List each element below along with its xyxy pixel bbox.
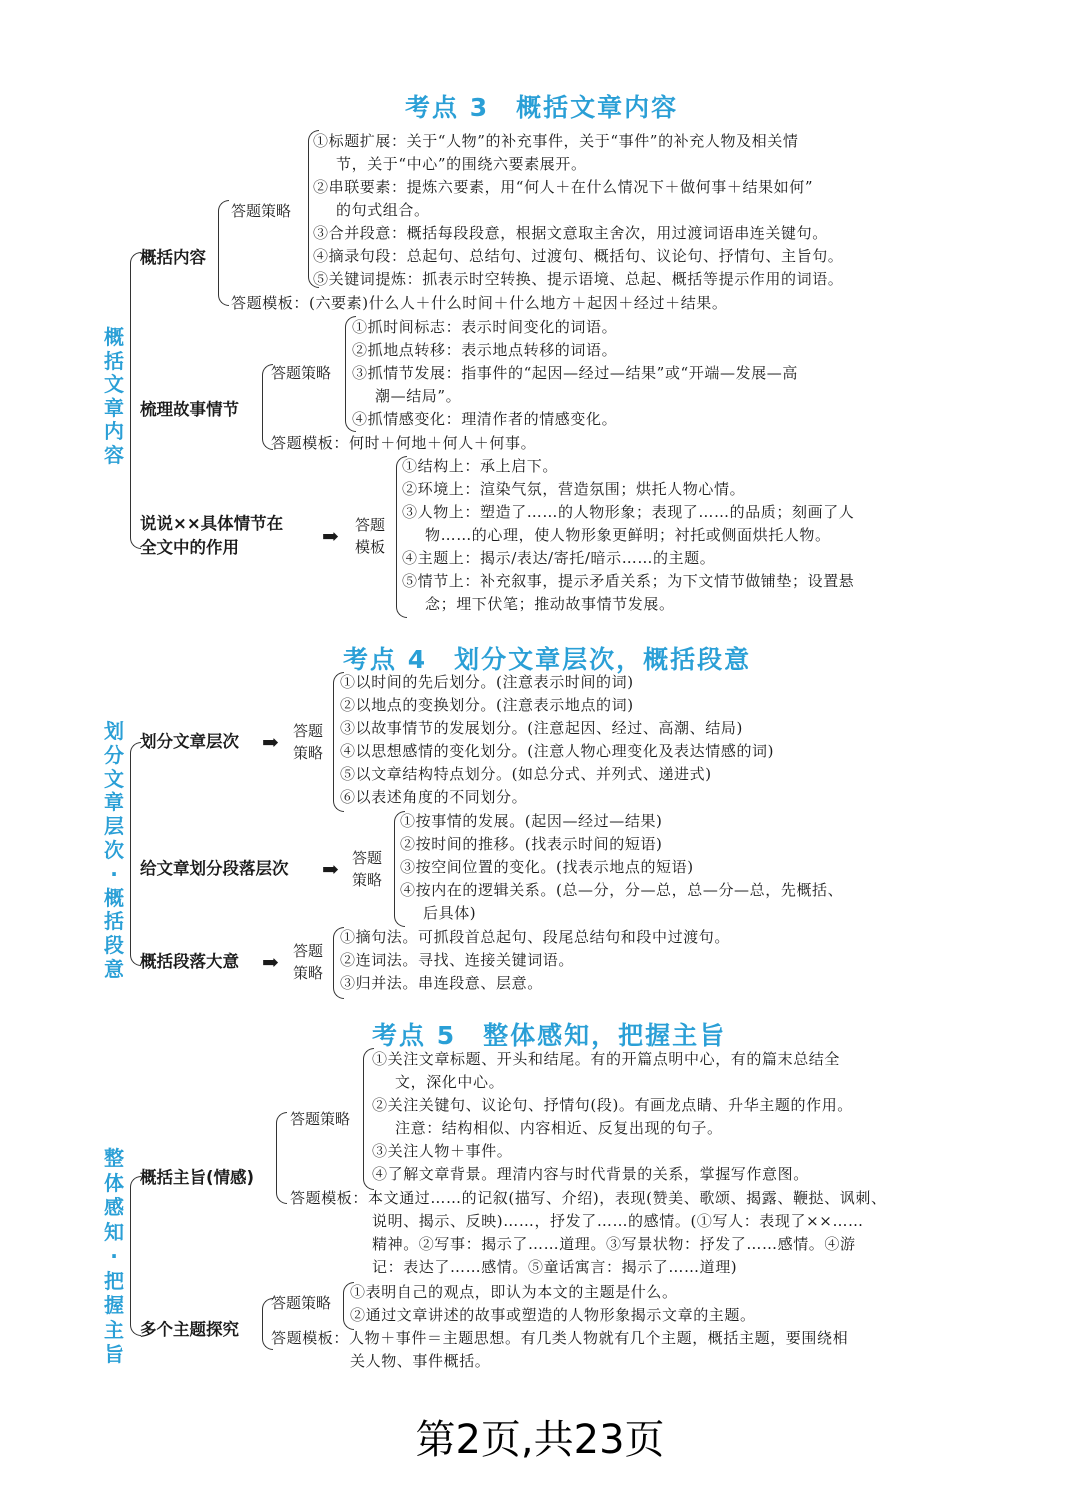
list-item: ④主题上：揭示/表达/寄托/暗示……的主题。 bbox=[402, 549, 716, 567]
list-item: ④以思想感情的变化划分。(注意人物心理变化及表达情感的词) bbox=[340, 742, 775, 760]
label-strategy-4d: 策略 bbox=[352, 871, 383, 889]
template-story-plot: 答题模板：何时＋何地＋何人＋何事。 bbox=[271, 434, 537, 452]
label-strategy-4b: 策略 bbox=[293, 744, 324, 762]
list-item: ①摘句法。可抓段首总起句、段尾总结句和段中过渡句。 bbox=[340, 928, 731, 946]
section-3-side-label: 概括文章内容 bbox=[104, 325, 124, 467]
list-item: ②通过文章讲述的故事或塑造的人物形象揭示文章的主题。 bbox=[350, 1306, 756, 1324]
section-4-title: 考点 4 划分文章层次，概括段意 bbox=[343, 645, 752, 674]
list-item: ②以地点的变换划分。(注意表示地点的词) bbox=[340, 696, 634, 714]
node-paragraph-gist: 概括段落大意 bbox=[140, 952, 239, 971]
node-plot-function-line1: 说说××具体情节在 bbox=[140, 514, 284, 533]
list-item: ③抓情节发展：指事件的“起因—经过—结果”或“开端—发展—高 bbox=[352, 364, 799, 382]
label-strategy-5a: 答题策略 bbox=[290, 1110, 351, 1128]
node-summarize-content: 概括内容 bbox=[140, 248, 206, 267]
list-item: ③以故事情节的发展划分。(注意起因、经过、高潮、结局) bbox=[340, 719, 743, 737]
section-5-side-label: 整体感知·把握主旨 bbox=[104, 1146, 124, 1366]
list-item: ④了解文章背景。理清内容与时代背景的关系，掌握写作意图。 bbox=[372, 1165, 809, 1183]
bracket-summarize-content bbox=[218, 200, 229, 306]
list-item: ②环境上：渲染气氛，营造氛围；烘托人物心情。 bbox=[402, 480, 746, 498]
label-template-3b: 模板 bbox=[355, 538, 386, 556]
bracket-summarize-theme bbox=[276, 1112, 287, 1204]
list-item: 物……的心理，使人物形象更鲜明；衬托或侧面烘托人物。 bbox=[425, 526, 831, 544]
list-item: ①以时间的先后划分。(注意表示时间的词) bbox=[340, 673, 634, 691]
list-item: ①结构上：承上启下。 bbox=[402, 457, 559, 475]
list-item: ⑤情节上：补充叙事，提示矛盾关系；为下文情节做铺垫；设置悬 bbox=[402, 572, 855, 590]
list-item: ②关注关键句、议论句、抒情句(段)。有画龙点睛、升华主题的作用。 bbox=[372, 1096, 853, 1114]
label-template-3a: 答题 bbox=[355, 516, 386, 534]
list-item: ④抓情感变化：理清作者的情感变化。 bbox=[352, 410, 618, 428]
node-story-plot: 梳理故事情节 bbox=[140, 400, 239, 419]
list-item: ②串联要素：提炼六要素，用“何人＋在什么情况下＋做何事＋结果如何” bbox=[313, 178, 814, 196]
template-line: 答题模板：人物＋事件＝主题思想。有几类人物就有几个主题，概括主题，要围绕相 bbox=[271, 1329, 849, 1347]
section-5-title: 考点 5 整体感知，把握主旨 bbox=[372, 1021, 727, 1050]
template-line: 答题模板：本文通过……的记叙(描写、介绍)，表现(赞美、歌颂、揭露、鞭挞、讽刺、 bbox=[290, 1189, 887, 1207]
list-item: 念；埋下伏笔；推动故事情节发展。 bbox=[425, 595, 675, 613]
section-5-bracket bbox=[130, 1176, 141, 1336]
node-divide-paragraphs: 给文章划分段落层次 bbox=[140, 859, 289, 878]
list-item: ①标题扩展：关于“人物”的补充事件，关于“事件”的补充人物及相关情 bbox=[313, 132, 799, 150]
list-item: ③按空间位置的变化。(找表示地点的短语) bbox=[400, 858, 694, 876]
list-item: 的句式组合。 bbox=[336, 201, 430, 219]
arrow-right-icon: ➡ bbox=[262, 950, 279, 974]
list-item: ②连词法。寻找、连接关键词语。 bbox=[340, 951, 575, 969]
list-item: 后具体) bbox=[423, 904, 477, 922]
node-plot-function-line2: 全文中的作用 bbox=[140, 538, 239, 557]
list-item: ③人物上：塑造了……的人物形象；表现了……的品质；刻画了人 bbox=[402, 503, 855, 521]
template-line: 关人物、事件概括。 bbox=[350, 1352, 491, 1370]
list-item: ①按事情的发展。(起因—经过—结果) bbox=[400, 812, 663, 830]
arrow-right-icon: ➡ bbox=[322, 857, 339, 881]
label-strategy-4c: 答题 bbox=[352, 849, 383, 867]
list-item: ③关注人物＋事件。 bbox=[372, 1142, 513, 1160]
list-item: ②抓地点转移：表示地点转移的词语。 bbox=[352, 341, 618, 359]
template-line: 记：表达了……感情。⑤童话寓言：揭示了……道理) bbox=[372, 1258, 738, 1276]
label-strategy-4a: 答题 bbox=[293, 722, 324, 740]
section-4-side-label: 划分文章层次·概括段意 bbox=[104, 719, 124, 981]
label-strategy-5b: 答题策略 bbox=[271, 1294, 332, 1312]
list-item: 文，深化中心。 bbox=[395, 1073, 505, 1091]
template-line: 说明、揭示、反映)……，抒发了……的感情。(①写人：表现了××…… bbox=[372, 1212, 864, 1230]
node-summarize-theme: 概括主旨(情感) bbox=[140, 1168, 255, 1187]
list-item: ③归并法。串连段意、层意。 bbox=[340, 974, 543, 992]
arrow-right-icon: ➡ bbox=[322, 524, 339, 548]
template-line: 精神。②写事：揭示了……道理。③写景状物：抒发了……感情。④游 bbox=[372, 1235, 856, 1253]
list-item: ④摘录句段：总起句、总结句、过渡句、概括句、议论句、抒情句、主旨句。 bbox=[313, 247, 844, 265]
page-counter: 第2页,共23页 bbox=[415, 1417, 665, 1463]
list-item: ①表明自己的观点，即认为本文的主题是什么。 bbox=[350, 1283, 678, 1301]
list-item: ⑥以表述角度的不同划分。 bbox=[340, 788, 528, 806]
list-item: ④按内在的逻辑关系。(总—分，分—总，总—分—总，先概括、 bbox=[400, 881, 844, 899]
list-item: ③合并段意：概括每段段意，根据文意取主舍次，用过渡词语串连关键句。 bbox=[313, 224, 828, 242]
template-summarize: 答题模板：(六要素)什么人＋什么时间＋什么地方＋起因＋经过＋结果。 bbox=[231, 294, 728, 312]
label-strategy-2: 答题策略 bbox=[271, 364, 332, 382]
node-divide-levels: 划分文章层次 bbox=[140, 732, 239, 751]
list-item: ⑤以文章结构特点划分。(如总分式、并列式、递进式) bbox=[340, 765, 712, 783]
list-item: ①抓时间标志：表示时间变化的词语。 bbox=[352, 318, 618, 336]
label-strategy-4f: 策略 bbox=[293, 964, 324, 982]
section-3-title: 考点 3 概括文章内容 bbox=[405, 93, 679, 122]
list-item: 节，关于“中心”的围绕六要素展开。 bbox=[336, 155, 587, 173]
list-item: 潮—结局”。 bbox=[375, 387, 462, 405]
list-item: 注意：结构相似、内容相近、反复出现的句子。 bbox=[395, 1119, 723, 1137]
list-item: ②按时间的推移。(找表示时间的短语) bbox=[400, 835, 663, 853]
arrow-right-icon: ➡ bbox=[262, 730, 279, 754]
list-item: ⑤关键词提炼：抓表示时空转换、提示语境、总起、概括等提示作用的词语。 bbox=[313, 270, 844, 288]
label-strategy-1: 答题策略 bbox=[231, 202, 292, 220]
section-4-bracket bbox=[130, 742, 141, 966]
node-multiple-themes: 多个主题探究 bbox=[140, 1320, 239, 1339]
label-strategy-4e: 答题 bbox=[293, 942, 324, 960]
list-item: ①关注文章标题、开头和结尾。有的开篇点明中心，有的篇末总结全 bbox=[372, 1050, 841, 1068]
